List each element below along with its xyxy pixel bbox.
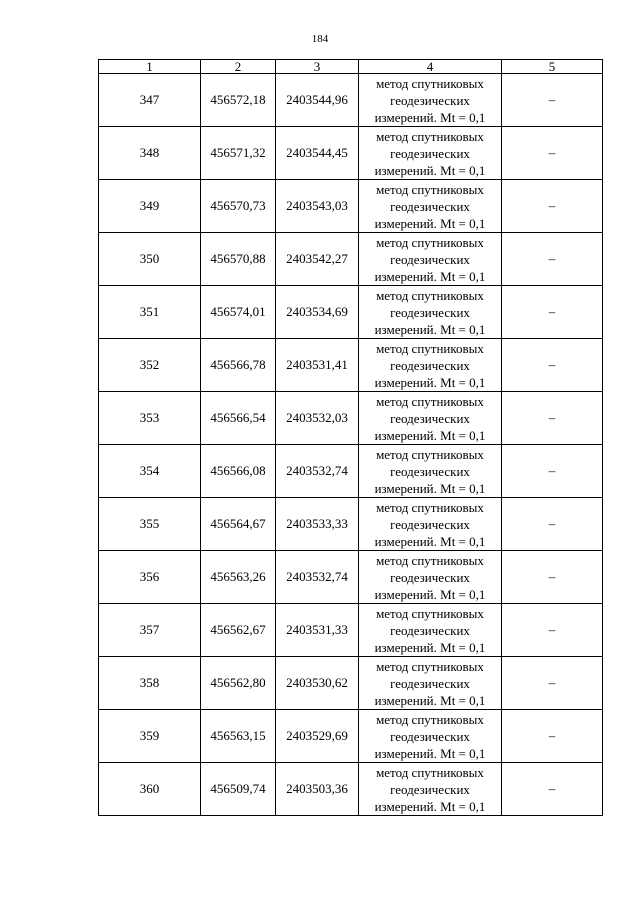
y-coordinate-cell: 2403530,62 xyxy=(276,657,359,710)
note-cell: – xyxy=(502,498,603,551)
point-number-cell: 357 xyxy=(99,604,201,657)
header-cell-1: 1 xyxy=(99,60,201,74)
note-cell: – xyxy=(502,763,603,816)
note-cell: – xyxy=(502,445,603,498)
y-coordinate-cell: 2403532,74 xyxy=(276,551,359,604)
method-cell xyxy=(359,127,502,180)
method-line: метод спутниковых xyxy=(376,128,484,144)
method-cell xyxy=(359,392,502,445)
method-line: метод спутниковых xyxy=(376,340,484,356)
table-row xyxy=(99,763,603,816)
method-line: измерений. Mt = 0,1 xyxy=(374,639,486,655)
note-cell: – xyxy=(502,127,603,180)
method-line: измерений. Mt = 0,1 xyxy=(374,215,486,231)
method-line: измерений. Mt = 0,1 xyxy=(374,798,486,814)
header-cell-2: 2 xyxy=(201,60,276,74)
x-coordinate-cell: 456563,15 xyxy=(201,710,276,763)
header-cell-3: 3 xyxy=(276,60,359,74)
table-body xyxy=(99,74,603,816)
x-coordinate-cell: 456563,26 xyxy=(201,551,276,604)
point-number-cell: 360 xyxy=(99,763,201,816)
method-cell xyxy=(359,498,502,551)
method-line: измерений. Mt = 0,1 xyxy=(374,374,486,390)
method-line: геодезических xyxy=(390,675,470,691)
method-cell xyxy=(359,763,502,816)
method-line: измерений. Mt = 0,1 xyxy=(374,586,486,602)
x-coordinate-cell: 456564,67 xyxy=(201,498,276,551)
method-cell xyxy=(359,233,502,286)
y-coordinate-cell: 2403532,74 xyxy=(276,445,359,498)
method-line: геодезических xyxy=(390,304,470,320)
method-line: геодезических xyxy=(390,410,470,426)
method-line: геодезических xyxy=(390,92,470,108)
method-line: измерений. Mt = 0,1 xyxy=(374,480,486,496)
method-line: метод спутниковых xyxy=(376,605,484,621)
method-line: метод спутниковых xyxy=(376,181,484,197)
header-cell-5: 5 xyxy=(502,60,603,74)
table-row xyxy=(99,127,603,180)
x-coordinate-cell: 456562,80 xyxy=(201,657,276,710)
point-number-cell: 347 xyxy=(99,74,201,127)
table-row xyxy=(99,74,603,127)
note-cell: – xyxy=(502,710,603,763)
y-coordinate-cell: 2403503,36 xyxy=(276,763,359,816)
method-line: метод спутниковых xyxy=(376,764,484,780)
note-cell: – xyxy=(502,233,603,286)
method-line: геодезических xyxy=(390,569,470,585)
method-line: измерений. Mt = 0,1 xyxy=(374,268,486,284)
method-line: измерений. Mt = 0,1 xyxy=(374,427,486,443)
point-number-cell: 359 xyxy=(99,710,201,763)
x-coordinate-cell: 456566,08 xyxy=(201,445,276,498)
method-line: геодезических xyxy=(390,516,470,532)
method-line: метод спутниковых xyxy=(376,658,484,674)
method-line: метод спутниковых xyxy=(376,287,484,303)
note-cell: – xyxy=(502,392,603,445)
method-cell xyxy=(359,180,502,233)
note-cell: – xyxy=(502,604,603,657)
header-row xyxy=(99,60,603,74)
point-number-cell: 349 xyxy=(99,180,201,233)
note-cell: – xyxy=(502,551,603,604)
note-cell: – xyxy=(502,180,603,233)
table-row xyxy=(99,710,603,763)
page-number: 184 xyxy=(311,33,329,45)
y-coordinate-cell: 2403532,03 xyxy=(276,392,359,445)
method-line: геодезических xyxy=(390,728,470,744)
point-number-cell: 352 xyxy=(99,339,201,392)
x-coordinate-cell: 456571,32 xyxy=(201,127,276,180)
table-row xyxy=(99,392,603,445)
method-cell xyxy=(359,286,502,339)
x-coordinate-cell: 456574,01 xyxy=(201,286,276,339)
method-line: геодезических xyxy=(390,198,470,214)
point-number-cell: 356 xyxy=(99,551,201,604)
x-coordinate-cell: 456566,54 xyxy=(201,392,276,445)
method-cell xyxy=(359,710,502,763)
method-line: геодезических xyxy=(390,463,470,479)
header-cell-4: 4 xyxy=(359,60,502,74)
method-line: метод спутниковых xyxy=(376,393,484,409)
y-coordinate-cell: 2403531,33 xyxy=(276,604,359,657)
y-coordinate-cell: 2403531,41 xyxy=(276,339,359,392)
coordinates-table xyxy=(98,59,603,816)
table-row xyxy=(99,339,603,392)
point-number-cell: 351 xyxy=(99,286,201,339)
method-line: метод спутниковых xyxy=(376,552,484,568)
point-number-cell: 353 xyxy=(99,392,201,445)
table-row xyxy=(99,604,603,657)
table-row xyxy=(99,286,603,339)
note-cell: – xyxy=(502,74,603,127)
y-coordinate-cell: 2403533,33 xyxy=(276,498,359,551)
y-coordinate-cell: 2403542,27 xyxy=(276,233,359,286)
method-line: геодезических xyxy=(390,781,470,797)
table-row xyxy=(99,551,603,604)
y-coordinate-cell: 2403534,69 xyxy=(276,286,359,339)
method-line: геодезических xyxy=(390,357,470,373)
point-number-cell: 348 xyxy=(99,127,201,180)
method-line: измерений. Mt = 0,1 xyxy=(374,162,486,178)
note-cell: – xyxy=(502,657,603,710)
method-line: геодезических xyxy=(390,622,470,638)
table-row xyxy=(99,233,603,286)
method-cell xyxy=(359,74,502,127)
method-line: измерений. Mt = 0,1 xyxy=(374,745,486,761)
point-number-cell: 350 xyxy=(99,233,201,286)
method-cell xyxy=(359,339,502,392)
table-row xyxy=(99,445,603,498)
x-coordinate-cell: 456572,18 xyxy=(201,74,276,127)
method-line: метод спутниковых xyxy=(376,75,484,91)
method-cell xyxy=(359,551,502,604)
x-coordinate-cell: 456570,88 xyxy=(201,233,276,286)
y-coordinate-cell: 2403544,45 xyxy=(276,127,359,180)
method-line: метод спутниковых xyxy=(376,234,484,250)
x-coordinate-cell: 456562,67 xyxy=(201,604,276,657)
y-coordinate-cell: 2403529,69 xyxy=(276,710,359,763)
point-number-cell: 355 xyxy=(99,498,201,551)
table-row xyxy=(99,498,603,551)
table-row xyxy=(99,180,603,233)
method-line: метод спутниковых xyxy=(376,446,484,462)
y-coordinate-cell: 2403543,03 xyxy=(276,180,359,233)
method-line: измерений. Mt = 0,1 xyxy=(374,692,486,708)
method-line: измерений. Mt = 0,1 xyxy=(374,533,486,549)
point-number-cell: 354 xyxy=(99,445,201,498)
method-line: метод спутниковых xyxy=(376,499,484,515)
method-cell xyxy=(359,445,502,498)
x-coordinate-cell: 456566,78 xyxy=(201,339,276,392)
note-cell: – xyxy=(502,339,603,392)
method-line: геодезических xyxy=(390,251,470,267)
method-cell xyxy=(359,657,502,710)
x-coordinate-cell: 456570,73 xyxy=(201,180,276,233)
method-line: геодезических xyxy=(390,145,470,161)
table-row xyxy=(99,657,603,710)
method-line: измерений. Mt = 0,1 xyxy=(374,321,486,337)
note-cell: – xyxy=(502,286,603,339)
method-line: измерений. Mt = 0,1 xyxy=(374,109,486,125)
x-coordinate-cell: 456509,74 xyxy=(201,763,276,816)
y-coordinate-cell: 2403544,96 xyxy=(276,74,359,127)
method-cell xyxy=(359,604,502,657)
method-line: метод спутниковых xyxy=(376,711,484,727)
point-number-cell: 358 xyxy=(99,657,201,710)
